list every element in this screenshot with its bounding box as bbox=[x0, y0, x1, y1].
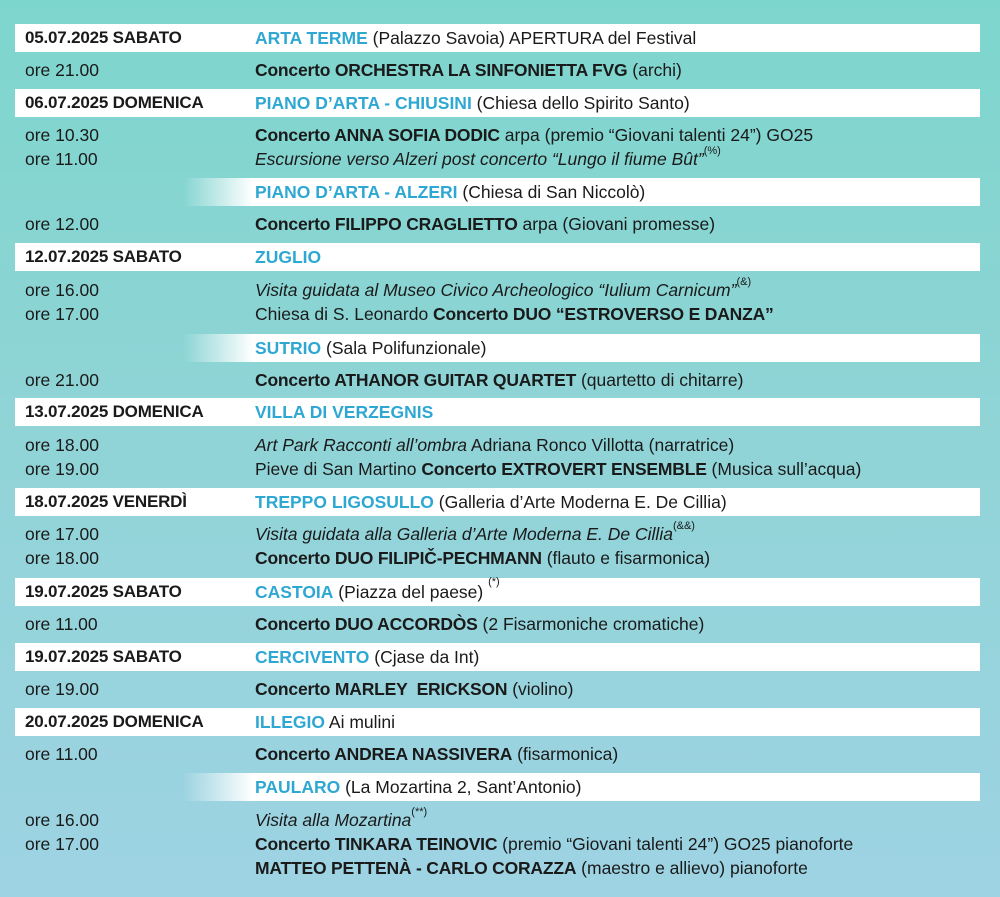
program-note: (fisarmonica) bbox=[512, 744, 619, 764]
event-location: ILLEGIO bbox=[255, 712, 325, 732]
program-note: Adriana Ronco Villotta (narratrice) bbox=[467, 435, 735, 455]
program-time: ore 18.00 bbox=[25, 548, 99, 568]
program-venue: Chiesa di S. Leonardo bbox=[255, 304, 434, 324]
event-venue: (Cjase da Int) bbox=[369, 647, 480, 667]
program-time: ore 16.00 bbox=[25, 810, 99, 830]
event-location: PIANO D’ARTA - CHIUSINI bbox=[255, 93, 472, 113]
event-location: VILLA DI VERZEGNIS bbox=[255, 402, 434, 422]
program-time: ore 17.00 bbox=[25, 304, 99, 324]
program-time: ore 21.00 bbox=[25, 60, 99, 80]
program-time: ore 11.00 bbox=[25, 149, 98, 169]
event-header bbox=[15, 398, 980, 426]
event-subheader bbox=[183, 334, 980, 362]
event-venue: (Piazza del paese) bbox=[333, 582, 489, 602]
event-location: SUTRIO bbox=[255, 338, 322, 358]
program-time: ore 19.00 bbox=[25, 459, 99, 479]
event-venue: Ai mulini bbox=[325, 712, 396, 732]
program-note: (maestro e allievo) pianoforte bbox=[576, 858, 808, 878]
program-time: ore 17.00 bbox=[25, 834, 99, 854]
program-note: arpa (Giovani promesse) bbox=[517, 214, 716, 234]
event-location: ZUGLIO bbox=[255, 247, 322, 267]
event-location: CASTOIA bbox=[255, 582, 334, 602]
event-header bbox=[15, 89, 980, 117]
event-header bbox=[15, 708, 980, 736]
program-visit: Visita guidata alla Galleria d’Arte Moderna E. De Cillia bbox=[255, 524, 673, 544]
program-venue: Pieve di San Martino bbox=[255, 459, 422, 479]
program-note: (premio “Giovani talenti 24”) GO25 pianoforte bbox=[497, 834, 854, 854]
program-title: Concerto ANNA SOFIA DODIC bbox=[255, 125, 500, 145]
event-location: PAULARO bbox=[255, 777, 341, 797]
program-time: ore 21.00 bbox=[25, 370, 99, 390]
footnote-mark: (%) bbox=[703, 145, 721, 157]
program-visit: Visita guidata al Museo Civico Archeologico “Iulium Carnicum” bbox=[255, 280, 737, 300]
event-header bbox=[15, 578, 980, 606]
program-time: ore 10.30 bbox=[25, 125, 99, 145]
event-date: 19.07.2025 SABATO bbox=[25, 582, 182, 601]
event-location: ARTA TERME bbox=[255, 28, 368, 48]
event-header bbox=[15, 643, 980, 671]
event-date: 20.07.2025 DOMENICA bbox=[25, 712, 204, 731]
program-title: Concerto DUO FILIPIČ-PECHMANN bbox=[255, 548, 542, 568]
event-venue: (Palazzo Savoia) APERTURA del Festival bbox=[367, 28, 697, 48]
program-title: Concerto DUO “ESTROVERSO E DANZA” bbox=[433, 304, 774, 324]
program-note: (Musica sull’acqua) bbox=[706, 459, 862, 479]
event-venue: (Chiesa dello Spirito Santo) bbox=[471, 93, 690, 113]
event-location: CERCIVENTO bbox=[255, 647, 370, 667]
footnote-mark: (*) bbox=[488, 576, 500, 588]
event-venue: (Sala Polifunzionale) bbox=[321, 338, 487, 358]
program-title: Concerto ORCHESTRA LA SINFONIETTA FVG bbox=[255, 60, 628, 80]
event-location: PIANO D’ARTA - ALZERI bbox=[255, 182, 458, 202]
program-time: ore 19.00 bbox=[25, 679, 99, 699]
program-note: (quartetto di chitarre) bbox=[576, 370, 744, 390]
program-title: Concerto EXTROVERT ENSEMBLE bbox=[421, 459, 707, 479]
event-venue: (Chiesa di San Niccolò) bbox=[457, 182, 646, 202]
program-time: ore 18.00 bbox=[25, 435, 99, 455]
event-date: 06.07.2025 DOMENICA bbox=[25, 93, 204, 112]
event-date: 19.07.2025 SABATO bbox=[25, 647, 182, 666]
event-date: 18.07.2025 VENERDÌ bbox=[25, 492, 187, 511]
event-header bbox=[15, 24, 980, 52]
program-talk: Art Park Racconti all’ombra bbox=[255, 435, 468, 455]
program-title: MATTEO PETTENÀ - CARLO CORAZZA bbox=[255, 858, 577, 878]
program-note: (2 Fisarmoniche cromatiche) bbox=[477, 614, 705, 634]
program-title: Concerto ATHANOR GUITAR QUARTET bbox=[255, 370, 577, 390]
program-note: (violino) bbox=[507, 679, 574, 699]
event-date: 05.07.2025 SABATO bbox=[25, 28, 182, 47]
event-header bbox=[15, 488, 980, 516]
program-title: Concerto ANDREA NASSIVERA bbox=[255, 744, 513, 764]
event-header bbox=[15, 243, 980, 271]
program-time: ore 17.00 bbox=[25, 524, 99, 544]
footnote-mark: (&&) bbox=[672, 520, 695, 532]
program-time: ore 11.00 bbox=[25, 614, 98, 634]
event-location: TREPPO LIGOSULLO bbox=[255, 492, 434, 512]
event-date: 13.07.2025 DOMENICA bbox=[25, 402, 204, 421]
program-note: arpa (premio “Giovani talenti 24”) GO25 bbox=[499, 125, 814, 145]
event-date: 12.07.2025 SABATO bbox=[25, 247, 182, 266]
program-excursion: Escursione verso Alzeri post concerto “Lungo il fiume Bût” bbox=[255, 149, 704, 169]
event-venue: (Galleria d’Arte Moderna E. De Cillia) bbox=[433, 492, 727, 512]
event-subheader bbox=[183, 178, 980, 206]
program-title: Concerto FILIPPO CRAGLIETTO bbox=[255, 214, 518, 234]
program-time: ore 12.00 bbox=[25, 214, 99, 234]
program-note: (archi) bbox=[627, 60, 682, 80]
program-title: Concerto DUO ACCORDÒS bbox=[255, 614, 478, 634]
program-title: Concerto MARLEY ERICKSON bbox=[255, 679, 508, 699]
program-time: ore 11.00 bbox=[25, 744, 98, 764]
footnote-mark: (**) bbox=[411, 806, 428, 818]
event-subheader bbox=[183, 773, 980, 801]
program-note: (flauto e fisarmonica) bbox=[541, 548, 711, 568]
event-venue: (La Mozartina 2, Sant’Antonio) bbox=[340, 777, 582, 797]
footnote-mark: (&) bbox=[736, 276, 752, 288]
program-visit: Visita alla Mozartina bbox=[255, 810, 412, 830]
program-title: Concerto TINKARA TEINOVIC bbox=[255, 834, 498, 854]
program-time: ore 16.00 bbox=[25, 280, 99, 300]
